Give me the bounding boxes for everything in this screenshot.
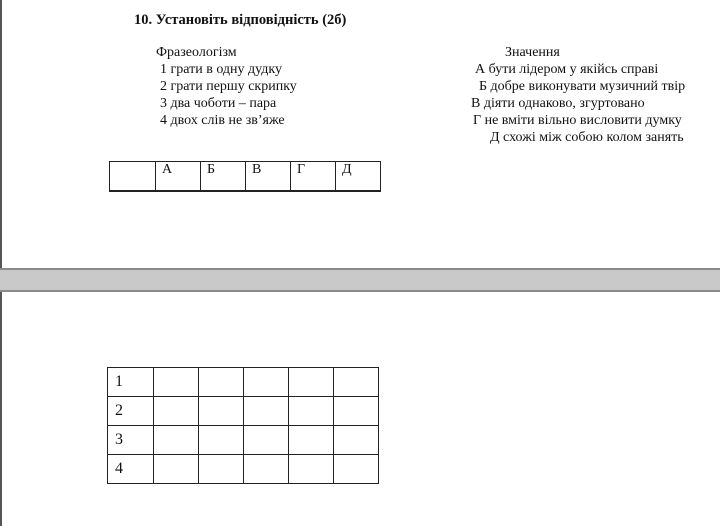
grid-cell[interactable] bbox=[244, 368, 289, 397]
grid-cell[interactable] bbox=[154, 455, 199, 484]
table-row bbox=[108, 397, 379, 426]
table-cell-a: А bbox=[156, 162, 201, 191]
idiom-item-4: 4 двох слів не зв’яже bbox=[160, 113, 285, 128]
table-row bbox=[108, 426, 379, 455]
table-cell-empty bbox=[110, 162, 156, 191]
grid-cell[interactable] bbox=[244, 426, 289, 455]
grid-cell[interactable] bbox=[199, 397, 244, 426]
idiom-item-3: 3 два чоботи – пара bbox=[160, 96, 277, 111]
grid-cell[interactable] bbox=[334, 455, 379, 484]
idiom-item-1: 1 грати в одну дудку bbox=[160, 62, 282, 77]
meaning-item-a: А бути лідером у якійсь справі bbox=[475, 62, 659, 77]
grid-cell[interactable] bbox=[199, 426, 244, 455]
page-separator bbox=[0, 268, 720, 292]
idiom-column-header: Фразеологізм bbox=[156, 45, 237, 60]
idiom-item-2: 2 грати першу скрипку bbox=[160, 79, 297, 94]
table-cell-d: Д bbox=[336, 162, 381, 191]
grid-cell[interactable] bbox=[154, 426, 199, 455]
table-row bbox=[108, 455, 379, 484]
grid-cell[interactable] bbox=[289, 455, 334, 484]
grid-cell[interactable] bbox=[334, 397, 379, 426]
task-title: 10. Установіть відповідність (2б) bbox=[134, 12, 347, 28]
grid-cell[interactable] bbox=[154, 368, 199, 397]
grid-cell[interactable] bbox=[334, 368, 379, 397]
grid-row-label: 2 bbox=[108, 397, 154, 426]
table-cell-g: Г bbox=[291, 162, 336, 191]
meaning-column-header: Значення bbox=[505, 45, 560, 60]
grid-cell[interactable] bbox=[289, 426, 334, 455]
grid-cell[interactable] bbox=[289, 368, 334, 397]
grid-row-label: 1 bbox=[108, 368, 154, 397]
answer-grid-table bbox=[107, 367, 379, 484]
meaning-item-b: Б добре виконувати музичний твір bbox=[479, 79, 686, 94]
table-cell-v: В bbox=[246, 162, 291, 191]
meaning-item-g: Г не вміти вільно висловити думку bbox=[473, 113, 682, 128]
meaning-item-v: В діяти однаково, згуртовано bbox=[471, 96, 645, 111]
meaning-item-d: Д схожі між собою колом занять bbox=[490, 130, 684, 145]
grid-row-label: 3 bbox=[108, 426, 154, 455]
grid-cell[interactable] bbox=[289, 397, 334, 426]
grid-cell[interactable] bbox=[199, 455, 244, 484]
grid-cell[interactable] bbox=[334, 426, 379, 455]
grid-row-label: 4 bbox=[108, 455, 154, 484]
grid-cell[interactable] bbox=[244, 397, 289, 426]
answer-letter-table bbox=[109, 161, 381, 191]
table-cell-b: Б bbox=[201, 162, 246, 191]
grid-cell[interactable] bbox=[199, 368, 244, 397]
grid-cell[interactable] bbox=[154, 397, 199, 426]
grid-cell[interactable] bbox=[244, 455, 289, 484]
table-row bbox=[108, 368, 379, 397]
table-row bbox=[110, 162, 381, 191]
table-bottom-rule bbox=[109, 190, 381, 192]
